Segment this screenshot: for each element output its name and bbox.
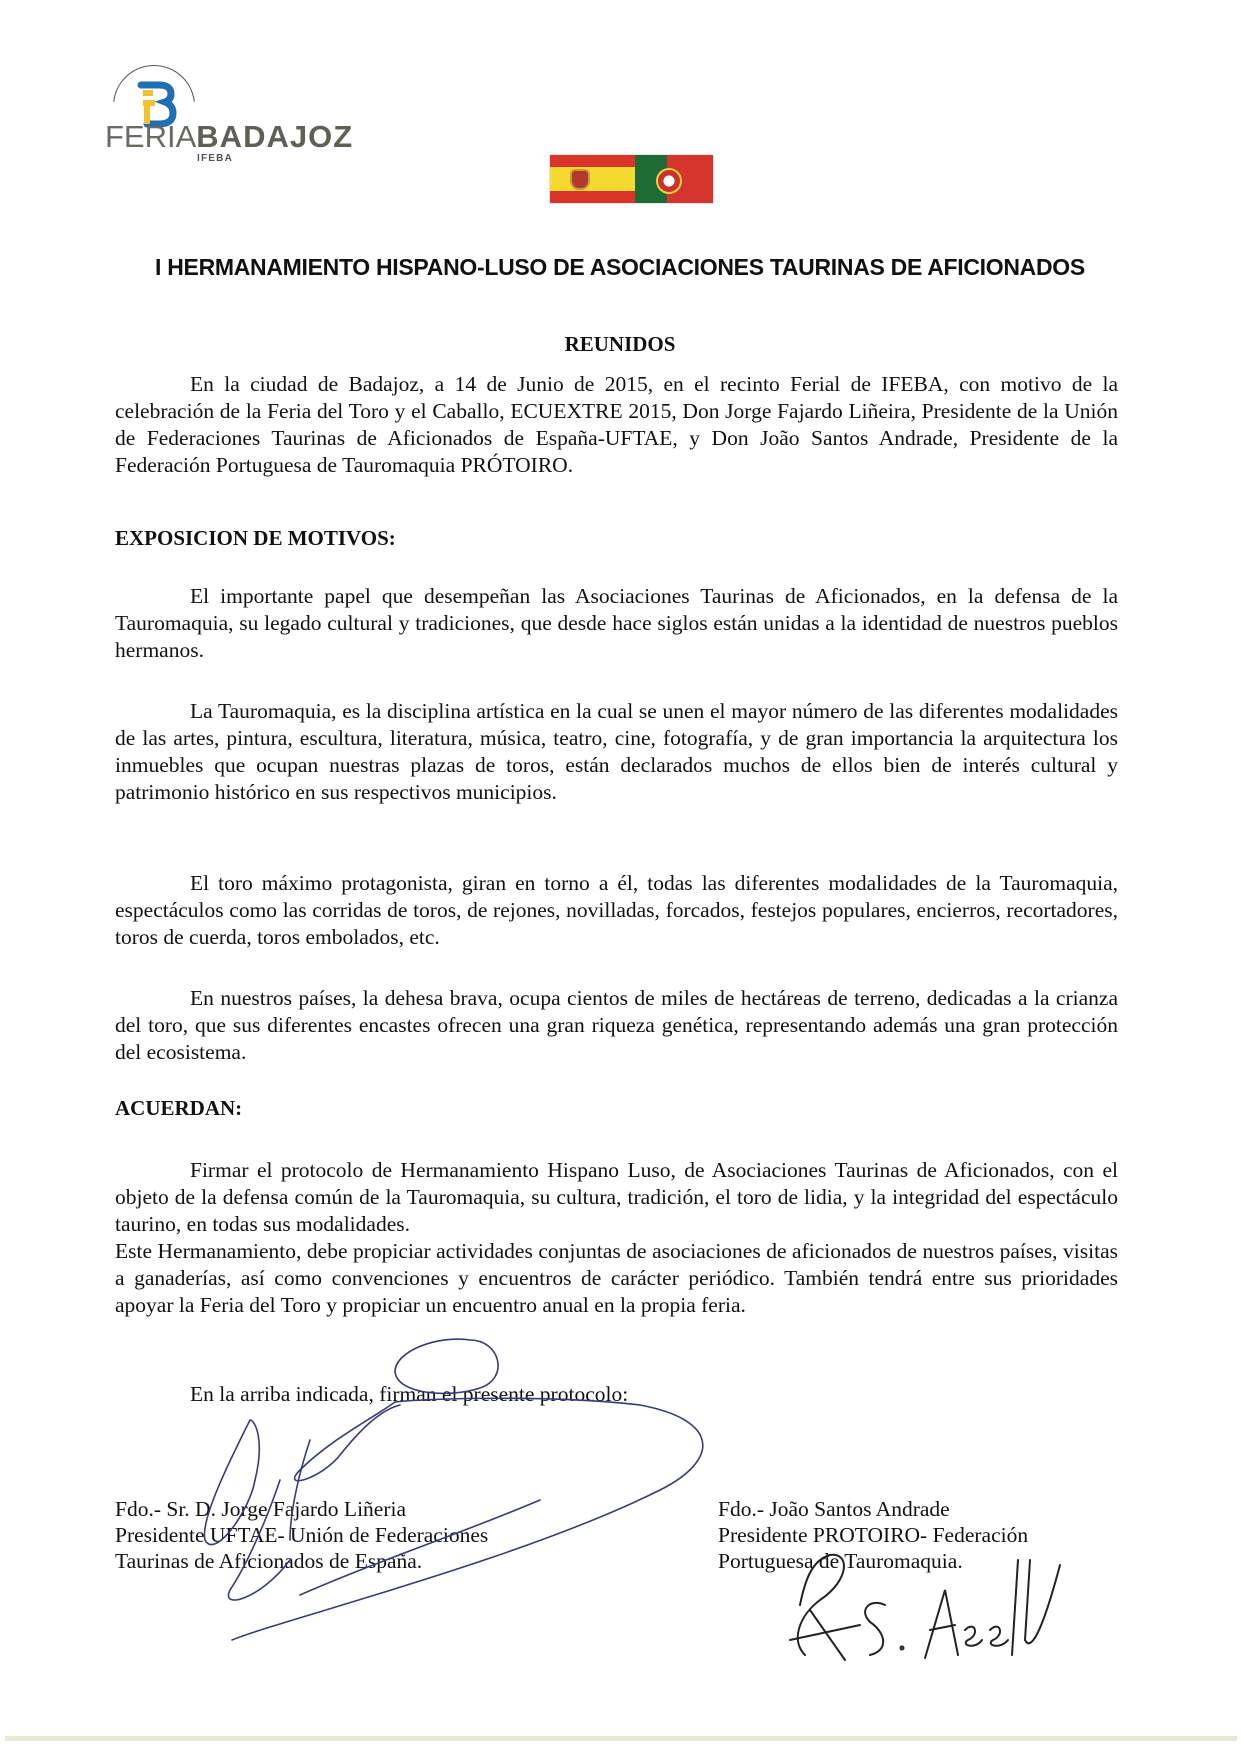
acuerdan-paragraph-1: Firmar el protocolo de Hermanamiento Hispano Luso, de Asociaciones Taurinas de Aficionados, con el objeto de la defensa común de la Tauromaquia, su cultura, tradición, el toro de lidia, y la integridad del espectáculo taurino, en todas sus modalidades. (115, 1158, 1118, 1236)
motivos-paragraph-3: El toro máximo protagonista, giran en torno a él, todas las diferentes modalidades de la Tauromaquia, espectáculos como las corridas de toros, de rejones, novilladas, forcados, festejos populares, encierros, recortadores, toros de cuerda, toros embolados, etc. (115, 871, 1118, 949)
signatory-name: Fdo.- Sr. D. Jorge Fajardo Liñeria (115, 1497, 407, 1521)
spain-flag-icon (550, 155, 635, 203)
motivos-paragraph-1: El importante papel que desempeñan las Asociaciones Taurinas de Aficionados, en la defensa de la Tauromaquia, su legado cultural y tradiciones, que desde hace siglos están unidas a la identidad de nuestros pueblos hermanos. (115, 584, 1118, 662)
intro-paragraph: En la ciudad de Badajoz, a 14 de Junio de 2015, en el recinto Ferial de IFEBA, con motivo de la celebración de la Feria del Toro y el Caballo, ECUEXTRE 2015, Don Jorge Fajardo Liñeira, Presidente de la Unión de Federaciones Taurinas de Aficionados de España-UFTAE, y Don João Santos Andrade, Presidente de la Federación Portuguesa de Tauromaquia PRÓTOIRO. (115, 372, 1118, 477)
flags-banner (550, 155, 713, 203)
section-reunidos-heading: REUNIDOS (564, 332, 676, 356)
signatory-organization: Taurinas de Aficionados de España. (115, 1549, 423, 1573)
spain-coat-of-arms-icon (572, 171, 588, 188)
signatory-title: Presidente UFTAE- Unión de Federaciones (115, 1523, 489, 1547)
feria-badajoz-logo (105, 55, 365, 170)
portugal-flag-icon (635, 155, 713, 203)
signatory-block-uftae (115, 1496, 488, 1574)
motivos-paragraph-4: En nuestros países, la dehesa brava, ocupa cientos de miles de hectáreas de terreno, dedicadas a la crianza del toro, que sus diferentes encastes ofrecen una gran riqueza genética, representando además una gran protección del ecosistema. (115, 986, 1118, 1064)
logo-subtitle: IFEBA (197, 153, 233, 164)
page-bottom-edge (5, 1736, 1237, 1741)
document-title: I HERMANAMIENTO HISPANO-LUSO DE ASOCIACIONES TAURINAS DE AFICIONADOS (155, 254, 1085, 280)
closing-line: En la arriba indicada, firman el presente protocolo: (190, 1382, 629, 1406)
portugal-armillary-sphere-icon (656, 168, 682, 194)
logo-wordmark (105, 121, 353, 152)
section-acuerdan-heading: ACUERDAN: (115, 1096, 243, 1120)
logo-feria-text: FERIA (105, 119, 197, 154)
section-motivos-heading: EXPOSICION DE MOTIVOS: (115, 526, 396, 550)
signatory-title: Presidente PROTOIRO- Federación (718, 1523, 1029, 1547)
logo-badajoz-text: BADAJOZ (196, 119, 354, 154)
signatory-block-protoiro (718, 1496, 1028, 1574)
acuerdan-paragraph-2: Este Hermanamiento, debe propiciar actividades conjuntas de asociaciones de aficionados de nuestros países, visitas a ganaderías, así como convenciones y encuentros de carácter periódico. También tendrá entre sus prioridades apoyar la Feria del Toro y propiciar un encuentro anual en la propia feria. (115, 1239, 1118, 1317)
signatory-name: Fdo.- João Santos Andrade (718, 1497, 950, 1521)
motivos-paragraph-2: La Tauromaquia, es la disciplina artística en la cual se unen el mayor número de las diferentes modalidades de las artes, pintura, escultura, literatura, música, teatro, cine, fotografía, y de gran importancia la arquitectura los inmuebles que ocupan nuestras plazas de toros, están declarados muchos de ellos bien de interés cultural y patrimonio histórico en sus respectivos municipios. (115, 699, 1118, 804)
signatory-organization: Portuguesa de Tauromaquia. (718, 1549, 963, 1573)
